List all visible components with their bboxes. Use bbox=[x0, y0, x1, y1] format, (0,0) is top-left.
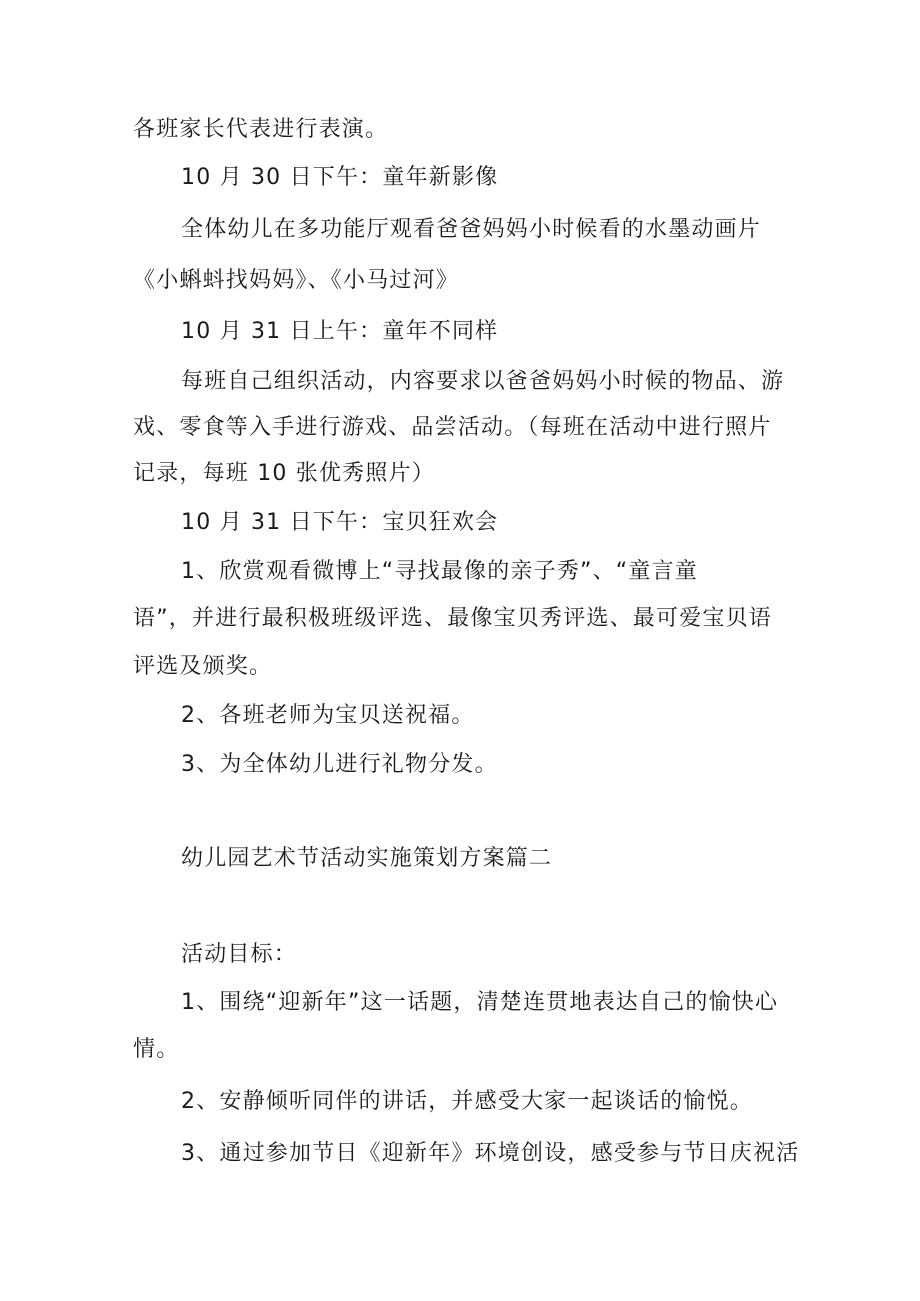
text-line: 各班家长代表进行表演。 bbox=[133, 117, 389, 142]
section-title: 幼儿园艺术节活动实施策划方案篇二 bbox=[181, 846, 553, 871]
text-line: 记录，每班 10 张优秀照片） bbox=[133, 461, 435, 486]
text-line: 语”，并进行最积极班级评选、最像宝贝秀评选、最可爱宝贝语 bbox=[133, 606, 772, 631]
schedule-heading: 10 月 31 日上午：童年不同样 bbox=[181, 319, 499, 344]
list-item: 1、围绕“迎新年”这一话题，清楚连贯地表达自己的愉快心 bbox=[181, 990, 779, 1015]
text-line: 戏、零食等入手进行游戏、品尝活动。（每班在活动中进行照片 bbox=[133, 415, 772, 440]
schedule-heading: 10 月 30 日下午：童年新影像 bbox=[181, 165, 499, 190]
schedule-heading: 10 月 31 日下午：宝贝狂欢会 bbox=[181, 510, 499, 535]
list-item: 3、为全体幼儿进行礼物分发。 bbox=[181, 752, 498, 777]
list-item: 1、欣赏观看微博上“寻找最像的亲子秀”、“童言童 bbox=[181, 559, 698, 584]
text-line: 每班自己组织活动，内容要求以爸爸妈妈小时候的物品、游 bbox=[181, 369, 785, 394]
list-item: 2、各班老师为宝贝送祝福。 bbox=[181, 703, 475, 728]
list-item: 3、通过参加节日《迎新年》环境创设，感受参与节日庆祝活 bbox=[181, 1141, 800, 1166]
list-item: 2、安静倾听同伴的讲话，并感受大家一起谈话的愉悦。 bbox=[181, 1089, 753, 1114]
text-line: 评选及颁奖。 bbox=[133, 654, 273, 679]
text-line: 《小蝌蚪找妈妈》、《小马过河》 bbox=[133, 268, 460, 293]
text-line: 情。 bbox=[133, 1037, 180, 1062]
subsection-heading: 活动目标： bbox=[181, 942, 298, 967]
text-line: 全体幼儿在多功能厅观看爸爸妈妈小时候看的水墨动画片 bbox=[181, 217, 762, 242]
